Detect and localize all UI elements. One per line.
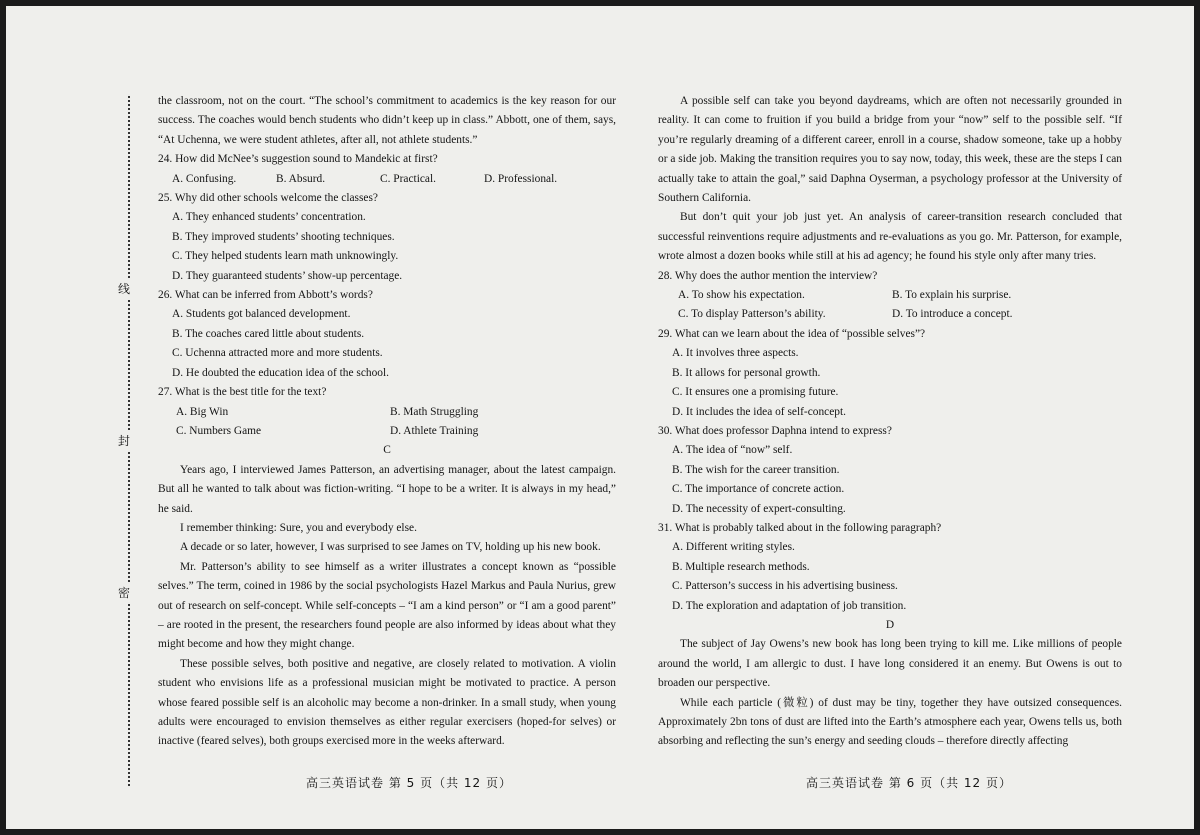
option-b: B. Multiple research methods. — [672, 560, 810, 573]
question-stem: 31. What is probably talked about in the following paragraph? — [658, 521, 942, 534]
option-a: A. The idea of “now” self. — [672, 444, 793, 457]
option-a: A. To show his expectation. — [678, 289, 805, 302]
question-stem: 27. What is the best title for the text? — [158, 386, 327, 399]
passage-c-paragraph: But don’t quit your job just yet. An analysis of career-transition research concluded that successful reinventions require adjustments and re-evaluations as you go. Mr. Patterson, for example, wrote almost a dozen books while still at his ad agency; he found his style only after many tries. — [658, 211, 1122, 263]
option-d: D. They guaranteed students’ show-up percentage. — [172, 269, 403, 282]
option-b: B. It allows for personal growth. — [672, 366, 821, 379]
passage-b-ending: the classroom, not on the court. “The school’s commitment to academics is the key reason for our success. The coaches would bench students who didn’t keep up in class.” Abbott, one of them, says, “At Uchenna, we were student athletes, after all, not athlete students.” — [158, 95, 616, 146]
page-footer-5: 高三英语试卷 第 5 页（共 12 页） — [306, 776, 512, 790]
passage-d-paragraph: The subject of Jay Owens’s new book has long been trying to kill me. Like millions of people around the world, I am allergic to dust. I have long considered it an enemy. But Owens is out to broaden our perspective. — [658, 638, 1122, 690]
question-26 — [158, 286, 616, 383]
option-a: A. It involves three aspects. — [672, 347, 799, 360]
option-b: B. Absurd. — [276, 172, 326, 185]
option-a: A. Big Win — [176, 405, 229, 418]
passage-c-paragraph: A possible self can take you beyond daydreams, which are often not necessarily grounded in reality. It can come to fruition if you build a bridge from your “now” self to the possible self. “If you’re regularly dreaming of a different career, enroll in a course, shadow someone, take up a hobby or a side job. Making the transition requires you to say now, today, this week, these are the steps I can actually take to attain the goal,” said Daphna Oyserman, a psychology professor at the University of Southern California. — [658, 95, 1122, 205]
option-d: D. He doubted the education idea of the school. — [172, 366, 389, 379]
option-c: C. Patterson’s success in his advertising business. — [672, 580, 898, 593]
option-b: B. Math Struggling — [390, 405, 479, 418]
question-30 — [658, 422, 1122, 519]
option-a: A. Students got balanced development. — [172, 308, 351, 321]
passage-c-paragraph: I remember thinking: Sure, you and everybody else. — [180, 521, 417, 534]
question-stem: 26. What can be inferred from Abbott’s words? — [158, 289, 373, 302]
option-c: C. Numbers Game — [176, 424, 262, 437]
passage-c-paragraph: A decade or so later, however, I was surprised to see James on TV, holding up his new book. — [180, 541, 601, 554]
page-footer-6: 高三英语试卷 第 6 页（共 12 页） — [806, 776, 1012, 790]
option-c: C. They helped students learn math unknowingly. — [172, 250, 399, 263]
option-c: C. Practical. — [380, 172, 436, 185]
option-a: A. Confusing. — [172, 172, 237, 185]
question-27 — [158, 383, 616, 441]
question-24 — [158, 150, 616, 189]
option-b: B. The coaches cared little about students. — [172, 327, 365, 340]
option-b: B. To explain his surprise. — [892, 289, 1012, 302]
option-b: B. The wish for the career transition. — [672, 463, 840, 476]
option-d: D. To introduce a concept. — [892, 308, 1013, 321]
option-c: C. To display Patterson’s ability. — [678, 308, 826, 321]
passage-c-paragraph: Mr. Patterson’s ability to see himself as a writer illustrates a concept known as “possible selves.” The term, coined in 1986 by the social psychologists Hazel Markus and Paula Nurius, grew out of research on self-concept. While self-concepts – “I am a kind person” or “I am a good parent” – are rooted in the present, the researchers found people are also informed by ideas about what they might become and how they might change. — [158, 560, 616, 651]
question-stem: 24. How did McNee’s suggestion sound to Mandekic at first? — [158, 153, 438, 166]
passage-d-paragraph: While each particle (微粒) of dust may be tiny, together they have outsized consequences. Approximately 2bn tons of dust are lifted into the Earth’s atmosphere each year, Owens tells us, both absorbing and reflecting the sun’s energy and seeding clouds – therefore directly affecting — [658, 696, 1122, 748]
question-stem: 25. Why did other schools welcome the classes? — [158, 192, 378, 205]
option-a: A. They enhanced students’ concentration. — [172, 211, 366, 224]
section-label-c: C — [383, 444, 391, 457]
option-c: C. Uchenna attracted more and more students. — [172, 347, 383, 360]
option-d: D. The exploration and adaptation of job transition. — [672, 599, 907, 612]
question-29 — [658, 325, 1122, 422]
option-c: C. The importance of concrete action. — [672, 483, 845, 496]
option-b: B. They improved students’ shooting techniques. — [172, 230, 395, 243]
passage-c-paragraph: Years ago, I interviewed James Patterson, an advertising manager, about the latest campaign. But all he wanted to talk about was fiction-writing. “I hope to be a writer. It is always in my head,” he said. — [158, 463, 616, 515]
option-c: C. It ensures one a promising future. — [672, 386, 839, 399]
option-a: A. Different writing styles. — [672, 541, 795, 554]
question-25 — [158, 189, 616, 286]
question-31 — [658, 519, 1122, 616]
exam-sheet — [6, 6, 1194, 829]
section-label-d: D — [885, 618, 895, 631]
option-d: D. It includes the idea of self-concept. — [672, 405, 846, 418]
option-d: D. The necessity of expert-consulting. — [672, 502, 846, 515]
option-d: D. Professional. — [484, 172, 558, 185]
question-stem: 29. What can we learn about the idea of “possible selves”? — [658, 327, 926, 340]
question-stem: 28. Why does the author mention the interview? — [658, 269, 878, 282]
binding-mark-feng: 封 — [118, 430, 130, 451]
binding-mark-mi: 密 — [118, 582, 130, 603]
question-28 — [658, 267, 1122, 325]
passage-c-paragraph: These possible selves, both positive and negative, are closely related to motivation. A violin student who envisions life as a professional musician might be motivated to practice. A person whose feared possible self is an alcoholic may become a non-drinker. In a small study, when young adults were encouraged to envision themselves as either regular exercisers (hoped-for selves) or inactive (feared selves), both groups exercised more in the weeks afterward. — [158, 657, 616, 748]
page-6-column — [658, 92, 1122, 752]
binding-mark-xian: 线 — [118, 278, 130, 299]
question-stem: 30. What does professor Daphna intend to express? — [658, 424, 892, 437]
page-5-column — [158, 92, 616, 752]
option-d: D. Athlete Training — [390, 424, 479, 437]
